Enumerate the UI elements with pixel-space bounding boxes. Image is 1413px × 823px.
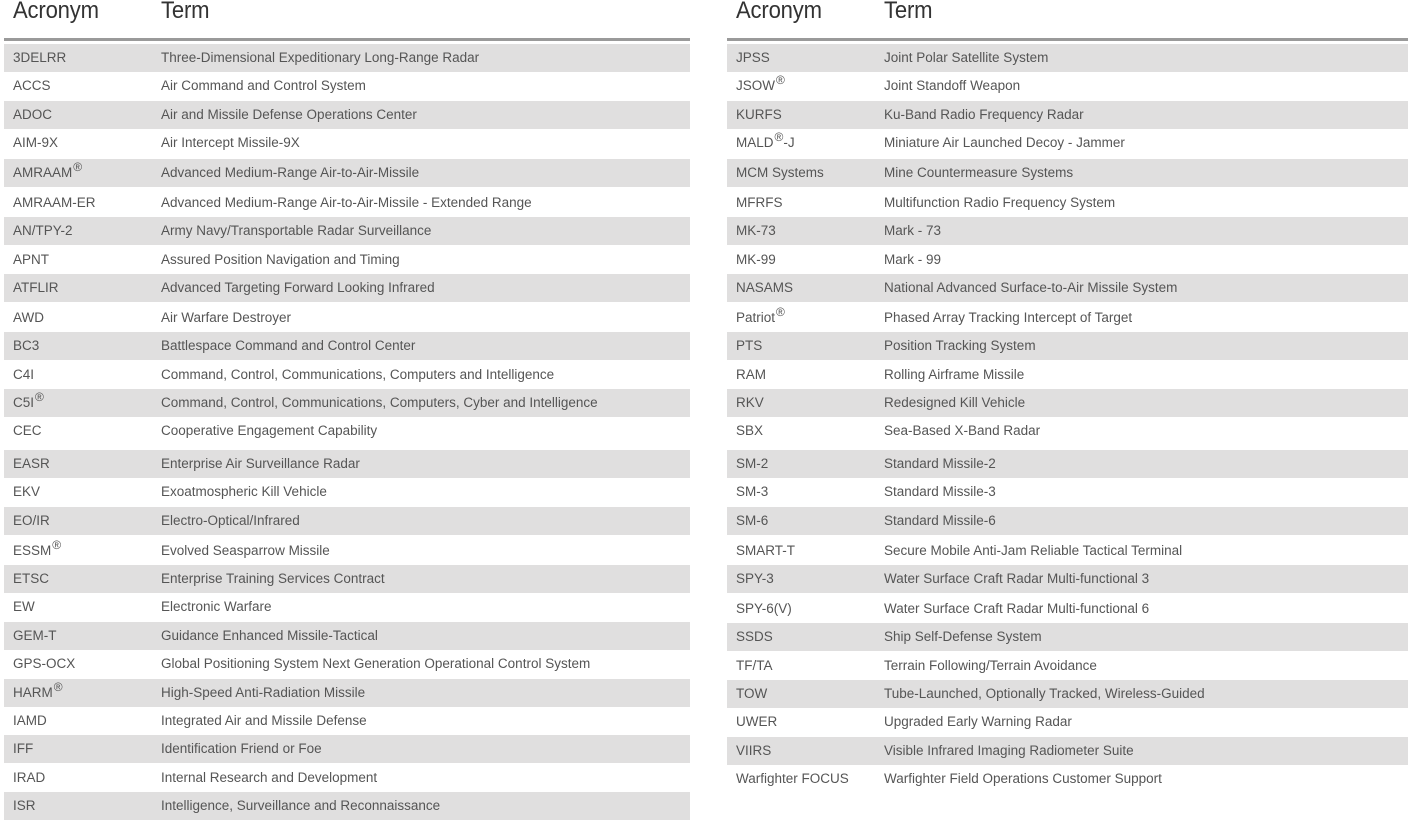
acronym-cell: [13, 332, 39, 360]
term-cell: Mark - 73: [884, 223, 942, 238]
acronym-text: MCM Systems: [736, 165, 824, 180]
table-row: [727, 44, 1408, 72]
table-row: [4, 679, 690, 707]
acronym-text: PTS: [736, 338, 763, 353]
term-cell: Standard Missile-6: [884, 513, 996, 528]
term-cell: Three-Dimensional Expeditionary Long-Range Radar: [161, 50, 480, 65]
table-row: [4, 792, 690, 820]
acronym-column-header: Acronym: [13, 0, 99, 24]
table-row: [727, 765, 1408, 793]
term-cell: Identification Friend or Foe: [161, 741, 322, 756]
acronym-text: SPY-6(V): [736, 601, 792, 616]
table-row: [727, 450, 1408, 478]
acronym-cell: [13, 246, 49, 274]
acronym-text: GEM-T: [13, 628, 57, 643]
acronym-text: SSDS: [736, 629, 773, 644]
table-row: [4, 478, 690, 506]
term-cell: Air Warfare Destroyer: [161, 310, 292, 325]
table-row: [4, 332, 690, 360]
term-cell: Army Navy/Transportable Radar Surveillance: [161, 223, 432, 238]
term-cell: Tube-Launched, Optionally Tracked, Wireless-Guided: [884, 686, 1205, 701]
acronym-cell: [736, 595, 792, 623]
acronym-cell: [736, 72, 785, 100]
acronym-cell: [13, 735, 33, 763]
acronym-text: AIM-9X: [13, 135, 59, 150]
term-cell: Mine Countermeasure Systems: [884, 165, 1074, 180]
table-row: [727, 72, 1408, 100]
acronym-cell: [736, 246, 776, 274]
term-cell: Ship Self-Defense System: [884, 629, 1042, 644]
acronym-cell: [13, 478, 40, 506]
term-cell: Advanced Medium-Range Air-to-Air-Missile: [161, 165, 420, 180]
acronym-cell: [13, 304, 44, 332]
term-cell: Evolved Seasparrow Missile: [161, 543, 330, 558]
term-cell: Secure Mobile Anti-Jam Reliable Tactical Terminal: [884, 543, 1183, 558]
acronym-text: IAMD: [13, 713, 47, 728]
acronym-cell: [736, 304, 785, 332]
registered-mark: ®: [73, 160, 83, 174]
acronym-cell: [736, 274, 793, 302]
acronym-cell: [13, 507, 50, 535]
acronym-text: SPY-3: [736, 571, 774, 586]
acronym-table-right: [727, 0, 1408, 786]
term-cell: Warfighter Field Operations Customer Support: [884, 771, 1162, 786]
table-row: [727, 652, 1408, 680]
table-row: [727, 565, 1408, 593]
acronym-text: BC3: [13, 338, 40, 353]
term-cell: Ku-Band Radio Frequency Radar: [884, 107, 1084, 122]
table-row: [4, 72, 690, 100]
acronym-text: TF/TA: [736, 658, 773, 673]
term-cell: Joint Standoff Weapon: [884, 78, 1021, 93]
term-cell: Advanced Targeting Forward Looking Infrared: [161, 280, 435, 295]
table-row: [727, 507, 1408, 535]
table-row: [727, 623, 1408, 651]
acronym-text: ADOC: [13, 107, 53, 122]
term-cell: Guidance Enhanced Missile-Tactical: [161, 628, 378, 643]
acronym-cell: [13, 101, 52, 129]
acronym-text: APNT: [13, 252, 50, 267]
acronym-text: MK-73: [736, 223, 776, 238]
acronym-text: VIIRS: [736, 743, 772, 758]
table-row: [727, 217, 1408, 245]
table-header: [727, 0, 1408, 41]
acronym-column-header: Acronym: [736, 0, 822, 24]
acronym-text: AN/TPY-2: [13, 223, 73, 238]
term-cell: Rolling Airframe Missile: [884, 367, 1025, 382]
table-row: [727, 389, 1408, 417]
term-cell: Miniature Air Launched Decoy - Jammer: [884, 135, 1125, 150]
acronym-cell: [736, 417, 763, 445]
table-row: [4, 159, 690, 187]
acronym-text: TOW: [736, 686, 768, 701]
table-row: [727, 159, 1408, 187]
acronym-text: GPS-OCX: [13, 656, 76, 671]
registered-mark: ®: [35, 390, 44, 404]
term-cell: Water Surface Craft Radar Multi-functional 6: [884, 601, 1150, 616]
table-row: [4, 389, 690, 417]
acronym-text: SM-3: [736, 484, 769, 499]
term-cell: Terrain Following/Terrain Avoidance: [884, 658, 1097, 673]
registered-mark: ®: [776, 305, 785, 319]
acronym-text: AMRAAM: [13, 165, 73, 180]
acronym-cell: [13, 593, 35, 621]
acronym-cell: [13, 707, 47, 735]
acronym-cell: [736, 478, 768, 506]
acronym-text: RAM: [736, 367, 766, 382]
acronym-text: ESSM: [13, 543, 52, 558]
term-cell: National Advanced Surface-to-Air Missile System: [884, 280, 1178, 295]
acronym-cell: [736, 101, 782, 129]
term-cell: Command, Control, Communications, Computers, Cyber and Intelligence: [161, 395, 598, 410]
term-cell: Enterprise Air Surveillance Radar: [161, 456, 360, 471]
acronym-cell: [13, 650, 75, 678]
term-cell: Upgraded Early Warning Radar: [884, 714, 1072, 729]
term-cell: Standard Missile-2: [884, 456, 996, 471]
acronym-text: Warfighter FOCUS: [736, 771, 849, 786]
table-row: [727, 129, 1408, 157]
table-row: [727, 332, 1408, 360]
term-cell: Electronic Warfare: [161, 599, 272, 614]
term-cell: Air Command and Control System: [161, 78, 366, 93]
registered-mark: ®: [52, 538, 62, 552]
table-row: [4, 129, 690, 157]
table-row: [4, 507, 690, 535]
term-cell: Battlespace Command and Control Center: [161, 338, 416, 353]
acronym-cell: [736, 565, 774, 593]
acronym-cell: [736, 159, 824, 187]
term-cell: Redesigned Kill Vehicle: [884, 395, 1026, 410]
term-cell: Air and Missile Defense Operations Center: [161, 107, 417, 122]
acronym-cell: [13, 361, 34, 389]
table-row: [727, 537, 1408, 565]
acronym-text: EASR: [13, 456, 50, 471]
term-column-header: Term: [884, 0, 933, 24]
table-row: [4, 246, 690, 274]
acronym-cell: [13, 72, 51, 100]
acronym-cell: [736, 217, 776, 245]
acronym-cell: [13, 764, 45, 792]
acronym-text: IRAD: [13, 770, 46, 785]
acronym-cell: [736, 129, 795, 157]
acronym-text: 3DELRR: [13, 50, 67, 65]
acronym-text: EO/IR: [13, 513, 50, 528]
acronym-cell: [736, 537, 795, 565]
acronym-text: ISR: [13, 798, 36, 813]
acronym-cell: [13, 44, 66, 72]
table-row: [4, 304, 690, 332]
term-cell: Command, Control, Communications, Computers and Intelligence: [161, 367, 555, 382]
term-cell: Exoatmospheric Kill Vehicle: [161, 484, 327, 499]
term-cell: Mark - 99: [884, 252, 942, 267]
table-row: [4, 537, 690, 565]
table-row: [727, 361, 1408, 389]
acronym-text: AMRAAM-ER: [13, 195, 96, 210]
acronym-cell: [736, 765, 849, 793]
term-cell: Multifunction Radio Frequency System: [884, 195, 1116, 210]
table-row: [727, 274, 1408, 302]
table-row: [4, 735, 690, 763]
acronym-text: MK-99: [736, 252, 776, 267]
acronym-cell: [13, 217, 73, 245]
table-header: [4, 0, 690, 41]
table-row: [4, 217, 690, 245]
term-cell: Visible Infrared Imaging Radiometer Suite: [884, 743, 1134, 758]
acronym-text: MFRFS: [736, 195, 783, 210]
acronym-cell: [736, 389, 764, 417]
table-row: [727, 417, 1408, 445]
table-row: [727, 246, 1408, 274]
acronym-cell: [736, 623, 773, 651]
acronym-cell: [736, 680, 767, 708]
acronym-cell: [736, 737, 771, 765]
term-cell: Assured Position Navigation and Timing: [161, 252, 400, 267]
table-row: [4, 274, 690, 302]
acronym-cell: [736, 44, 770, 72]
acronym-cell: [736, 189, 783, 217]
acronym-text: ATFLIR: [13, 280, 59, 295]
table-row: [4, 361, 690, 389]
acronym-cell: [13, 565, 49, 593]
table-row: [727, 189, 1408, 217]
acronym-text: IFF: [13, 741, 34, 756]
table-row: [727, 595, 1408, 623]
acronym-cell: [13, 537, 61, 565]
acronym-text: SM-2: [736, 456, 769, 471]
table-row: [727, 478, 1408, 506]
acronym-cell: [736, 708, 777, 736]
table-row: [4, 622, 690, 650]
table-row: [4, 593, 690, 621]
acronym-text: SMART-T: [736, 543, 796, 558]
term-cell: Electro-Optical/Infrared: [161, 513, 300, 528]
acronym-text: MALD: [736, 135, 774, 150]
table-row: [4, 44, 690, 72]
registered-mark: ®: [776, 73, 785, 87]
term-cell: Enterprise Training Services Contract: [161, 571, 385, 586]
acronym-text: HARM: [13, 685, 53, 700]
acronym-cell: [736, 450, 768, 478]
table-row: [4, 417, 690, 445]
acronym-text: KURFS: [736, 107, 782, 122]
registered-mark: ®: [53, 680, 63, 694]
acronym-cell: [13, 622, 57, 650]
term-cell: Standard Missile-3: [884, 484, 996, 499]
term-cell: Cooperative Engagement Capability: [161, 423, 378, 438]
table-row: [4, 450, 690, 478]
acronym-cell: [736, 332, 762, 360]
term-cell: Intelligence, Surveillance and Reconnaissance: [161, 798, 441, 813]
acronym-cell: [736, 361, 766, 389]
registered-mark: ®: [774, 130, 784, 144]
table-row: [4, 565, 690, 593]
acronym-text: AWD: [13, 310, 44, 325]
acronym-suffix: -J: [783, 135, 795, 150]
acronym-cell: [13, 189, 96, 217]
term-cell: Water Surface Craft Radar Multi-functional 3: [884, 571, 1150, 586]
term-cell: Integrated Air and Missile Defense: [161, 713, 367, 728]
acronym-text: RKV: [736, 395, 764, 410]
term-cell: Global Positioning System Next Generation Operational Control System: [161, 656, 591, 671]
acronym-cell: [13, 792, 36, 820]
term-cell: Air Intercept Missile-9X: [161, 135, 300, 150]
table-row: [4, 764, 690, 792]
term-cell: Phased Array Tracking Intercept of Target: [884, 310, 1133, 325]
acronym-text: NASAMS: [736, 280, 794, 295]
table-row: [727, 737, 1408, 765]
table-row: [4, 189, 690, 217]
acronym-cell: [13, 389, 44, 417]
acronym-text: EKV: [13, 484, 41, 499]
acronym-cell: [736, 507, 768, 535]
acronym-text: JPSS: [736, 50, 770, 65]
term-cell: Sea-Based X-Band Radar: [884, 423, 1041, 438]
acronym-table-left: [4, 0, 690, 813]
table-row: [4, 707, 690, 735]
term-column-header: Term: [161, 0, 210, 24]
table-row: [727, 304, 1408, 332]
table-row: [727, 101, 1408, 129]
acronym-text: UWER: [736, 714, 778, 729]
acronym-text: Patriot: [736, 310, 776, 325]
acronym-cell: [13, 679, 63, 707]
acronym-cell: [736, 652, 773, 680]
table-row: [727, 680, 1408, 708]
term-cell: High-Speed Anti-Radiation Missile: [161, 685, 366, 700]
acronym-text: ETSC: [13, 571, 50, 586]
acronym-text: EW: [13, 599, 35, 614]
acronym-text: C5I: [13, 395, 35, 410]
term-cell: Position Tracking System: [884, 338, 1036, 353]
acronym-text: SBX: [736, 423, 764, 438]
acronym-text: CEC: [13, 423, 42, 438]
acronym-cell: [13, 159, 82, 187]
acronym-text: C4I: [13, 367, 35, 382]
acronym-text: SM-6: [736, 513, 769, 528]
acronym-cell: [13, 274, 59, 302]
table-row: [4, 101, 690, 129]
acronym-cell: [13, 129, 58, 157]
acronym-text: JSOW: [736, 78, 775, 93]
acronym-text: ACCS: [13, 78, 51, 93]
term-cell: Advanced Medium-Range Air-to-Air-Missile - Extended Range: [161, 195, 532, 210]
acronym-cell: [13, 450, 50, 478]
table-row: [4, 650, 690, 678]
acronym-cell: [13, 417, 42, 445]
term-cell: Joint Polar Satellite System: [884, 50, 1049, 65]
term-cell: Internal Research and Development: [161, 770, 378, 785]
table-row: [727, 708, 1408, 736]
